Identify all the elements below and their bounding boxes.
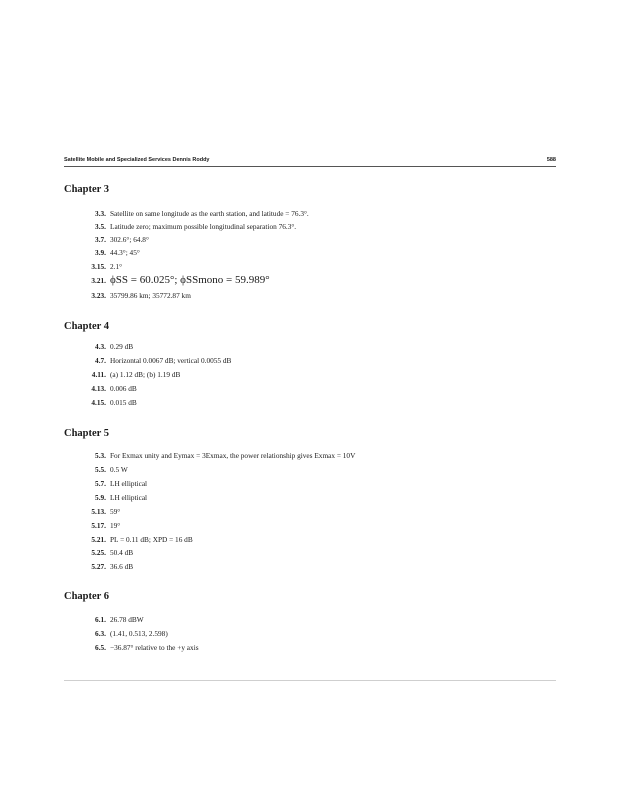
chapter-6-heading: Chapter 6 [64,591,110,602]
answer-item: 5.7. LH elliptical [95,479,148,488]
answer-item: 4.7. Horizontal 0.0067 dB; vertical 0.0055 dB [95,356,232,365]
answer-item: 6.3. (1.41, 0.513, 2.598) [95,629,168,638]
answer-item: 3.7. 302.6°; 64.8° [95,235,149,244]
answer-item: 5.25. 50.4 dB [91,548,134,557]
chapter-5-heading: Chapter 5 [64,428,110,439]
answer-item: 5.3. For Exmax unity and Eymax = 3Exmax, the power relationship gives Exmax = 10V [95,451,356,460]
chapter-4-heading: Chapter 4 [64,321,110,332]
running-header [64,156,556,167]
footer-divider [64,680,556,681]
answer-item: 5.13. 59° [91,507,121,516]
answer-item: 6.1. 26.78 dBW [95,615,144,624]
answer-item: 3.5. Latitude zero; maximum possible longitudinal separation 76.3°. [95,222,297,231]
header-page-number: 588 [546,157,556,163]
answer-item: 3.3. Satellite on same longitude as the earth station, and latitude = 76.3°. [95,209,309,218]
answer-item: 4.15. 0.015 dB [91,398,137,407]
answer-item: 4.3. 0.29 dB [95,342,134,351]
answer-item: 5.5. 0.5 W [95,465,128,474]
answer-item: 5.17. 19° [91,521,121,530]
answer-item: 6.5. −36.87° relative to the +y axis [95,643,199,652]
answer-item: 4.11. (a) 1.12 dB; (b) 1.19 dB [91,370,181,379]
answer-item: 5.9. LH elliptical [95,493,148,502]
answer-item-equation: 3.21. ϕSS = 60.025°; ϕSSmono = 59.989° [91,274,270,286]
answer-item: 3.15. 2.1° [91,262,123,271]
answer-item: 4.13. 0.006 dB [91,384,137,393]
answer-item: 3.9. 44.3°; 45° [95,248,140,257]
answer-item: 5.27. 36.6 dB [91,562,134,571]
answer-item: 5.21. PL = 0.11 dB; XPD = 16 dB [91,535,193,544]
header-book-title: Satellite Mobile and Specialized Services Dennis Roddy [64,157,210,163]
chapter-3-heading: Chapter 3 [64,184,110,195]
answer-item: 3.23. 35799.86 km; 35772.87 km [91,291,191,300]
